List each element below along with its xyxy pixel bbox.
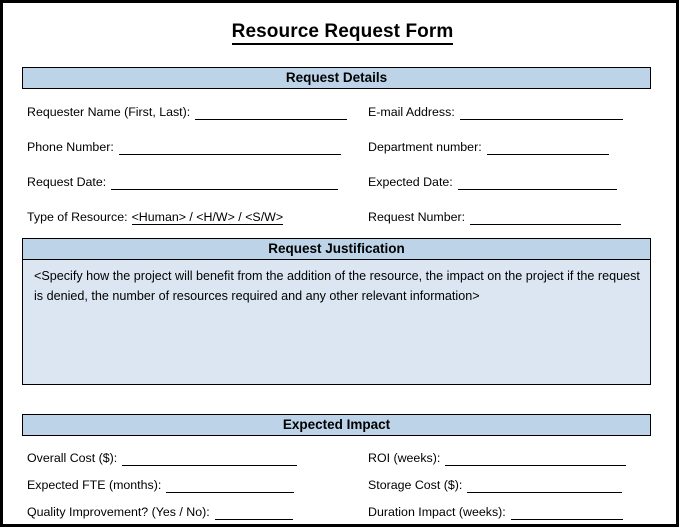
- field-overall-cost[interactable]: [27, 446, 297, 466]
- field-email-address-input[interactable]: [460, 106, 623, 120]
- field-quality-improvement[interactable]: [27, 500, 293, 520]
- field-request-date-label: Request Date:: [27, 175, 107, 189]
- field-request-number-input[interactable]: [470, 211, 621, 225]
- section-header-request-details: [22, 67, 651, 89]
- field-phone-number-input[interactable]: [119, 141, 341, 155]
- field-overall-cost-label: Overall Cost ($):: [27, 451, 118, 465]
- field-phone-number-label: Phone Number:: [27, 140, 114, 154]
- field-roi-input[interactable]: [445, 452, 626, 466]
- field-request-date[interactable]: [27, 170, 338, 190]
- field-requester-name-input[interactable]: [195, 106, 347, 120]
- field-type-of-resource[interactable]: [27, 205, 283, 225]
- field-quality-improvement-input[interactable]: [215, 506, 293, 520]
- field-expected-date[interactable]: [368, 170, 617, 190]
- field-expected-fte[interactable]: [27, 473, 294, 493]
- request-justification-placeholder: <Specify how the project will benefit from the addition of the resource, the impact on the project if the request is denied, the number of resources required and any other relevant information>: [34, 269, 640, 303]
- field-phone-number[interactable]: [27, 135, 341, 155]
- section-header-expected-impact: [22, 414, 651, 436]
- field-request-number[interactable]: [368, 205, 621, 225]
- field-type-of-resource-label: Type of Resource:: [27, 210, 128, 224]
- field-department-number[interactable]: [368, 135, 609, 155]
- field-expected-fte-input[interactable]: [166, 479, 294, 493]
- field-duration-impact-label: Duration Impact (weeks):: [368, 505, 506, 519]
- field-overall-cost-input[interactable]: [122, 452, 297, 466]
- section-header-request-justification: [22, 238, 651, 260]
- request-justification-textarea[interactable]: [22, 260, 651, 385]
- field-requester-name-label: Requester Name (First, Last):: [27, 105, 191, 119]
- field-email-address[interactable]: [368, 100, 623, 120]
- field-type-of-resource-options[interactable]: <Human> / <H/W> / <S/W>: [131, 210, 284, 224]
- field-storage-cost-input[interactable]: [467, 479, 622, 493]
- section-header-request-details-label: Request Details: [285, 70, 388, 85]
- section-header-request-justification-label: Request Justification: [268, 241, 405, 256]
- field-expected-fte-label: Expected FTE (months):: [27, 478, 162, 492]
- section-header-expected-impact-label: Expected Impact: [282, 417, 391, 432]
- field-email-address-label: E-mail Address:: [368, 105, 455, 119]
- field-quality-improvement-label: Quality Improvement? (Yes / No):: [27, 505, 210, 519]
- field-storage-cost[interactable]: [368, 473, 622, 493]
- field-department-number-label: Department number:: [368, 140, 482, 154]
- field-expected-date-input[interactable]: [458, 176, 617, 190]
- field-expected-date-label: Expected Date:: [368, 175, 453, 189]
- field-department-number-input[interactable]: [487, 141, 609, 155]
- field-duration-impact[interactable]: [368, 500, 623, 520]
- field-storage-cost-label: Storage Cost ($):: [368, 478, 463, 492]
- page-title: [3, 21, 679, 43]
- field-request-date-input[interactable]: [111, 176, 338, 190]
- field-roi[interactable]: [368, 446, 626, 466]
- field-duration-impact-input[interactable]: [511, 506, 623, 520]
- field-requester-name[interactable]: [27, 100, 347, 120]
- page-title-text: Resource Request Form: [232, 21, 454, 45]
- field-request-number-label: Request Number:: [368, 210, 466, 224]
- field-roi-label: ROI (weeks):: [368, 451, 441, 465]
